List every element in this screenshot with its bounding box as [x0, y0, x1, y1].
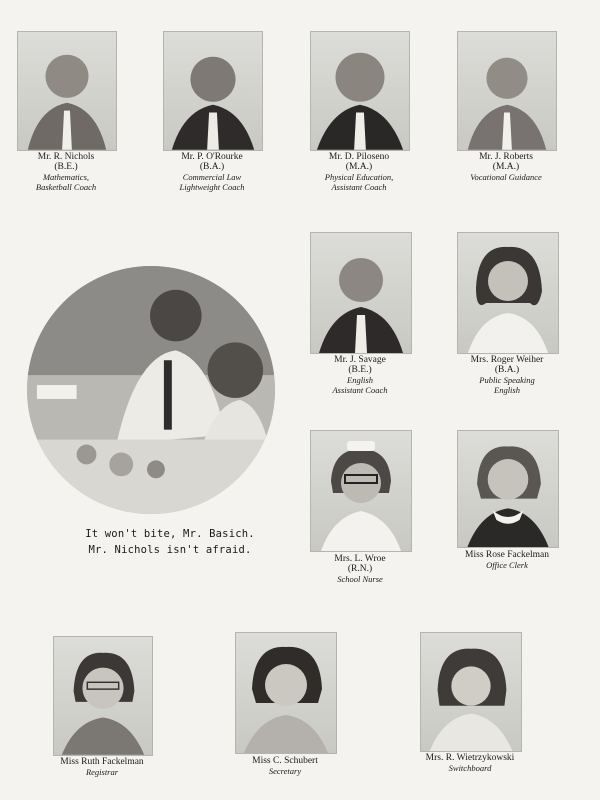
faculty-role: English	[494, 385, 520, 395]
portrait-wietrzykowski	[420, 632, 522, 752]
caption-weiher	[442, 355, 572, 395]
candid-caption-line: Mr. Nichols isn't afraid.	[88, 544, 252, 556]
faculty-role: English	[347, 375, 373, 385]
portrait-piloseno	[310, 31, 410, 151]
faculty-degree: (B.A.)	[199, 162, 225, 172]
candid-caption	[50, 526, 290, 558]
caption-nichols	[1, 152, 131, 192]
caption-ruth-fackelman	[37, 757, 167, 777]
faculty-role: Assistant Coach	[331, 182, 387, 192]
portrait-weiher	[457, 232, 559, 354]
faculty-role: Commercial Law	[182, 172, 242, 182]
faculty-role: School Nurse	[337, 574, 383, 584]
portrait-savage	[310, 232, 412, 354]
faculty-name: Mr. D. Piloseno	[328, 152, 390, 162]
caption-rose-fackelman	[442, 550, 572, 570]
faculty-name: Miss Ruth Fackelman	[60, 757, 144, 767]
candid-caption-line: It won't bite, Mr. Basich.	[85, 528, 255, 540]
portrait-roberts	[457, 31, 557, 151]
faculty-degree: (R.N.)	[347, 564, 373, 574]
faculty-role: Registrar	[85, 767, 119, 777]
portrait-nichols	[17, 31, 117, 151]
faculty-name: Miss C. Schubert	[252, 756, 318, 766]
faculty-role: Public Speaking	[479, 375, 535, 385]
faculty-degree: (M.A.)	[345, 162, 373, 172]
portrait-rose-fackelman	[457, 430, 559, 548]
caption-savage	[295, 355, 425, 395]
faculty-name: Mrs. L. Wroe	[334, 554, 386, 564]
faculty-name: Mrs. R. Wietrzykowski	[425, 753, 515, 763]
faculty-degree: (B.E.)	[54, 162, 78, 172]
faculty-role: Physical Education,	[324, 172, 394, 182]
caption-schubert	[220, 756, 350, 776]
caption-wietrzykowski	[405, 753, 535, 773]
faculty-degree: (M.A.)	[492, 162, 520, 172]
faculty-role: Assistant Coach	[332, 385, 388, 395]
faculty-name: Mr. J. Roberts	[479, 152, 533, 162]
faculty-role: Vocational Guidance	[470, 172, 542, 182]
faculty-name: Mr. P. O'Rourke	[181, 152, 243, 162]
faculty-degree: (B.E.)	[348, 365, 372, 375]
portrait-schubert	[235, 632, 337, 754]
faculty-role: Mathematics,	[42, 172, 90, 182]
faculty-role: Switchboard	[448, 763, 492, 773]
candid-photo	[27, 266, 275, 514]
caption-orourke	[147, 152, 277, 192]
faculty-role: Basketball Coach	[35, 182, 97, 192]
caption-roberts	[441, 152, 571, 182]
faculty-name: Mrs. Roger Weiher	[470, 355, 544, 365]
caption-wroe	[295, 554, 425, 584]
faculty-role: Lightweight Coach	[179, 182, 245, 192]
portrait-orourke	[163, 31, 263, 151]
faculty-degree: (B.A.)	[494, 365, 520, 375]
faculty-name: Mr. J. Savage	[334, 355, 386, 365]
portrait-wroe	[310, 430, 412, 552]
faculty-role: Secretary	[268, 766, 302, 776]
faculty-role: Office Clerk	[486, 560, 528, 570]
portrait-ruth-fackelman	[53, 636, 153, 756]
caption-piloseno	[294, 152, 424, 192]
faculty-name: Mr. R. Nichols	[37, 152, 95, 162]
faculty-name: Miss Rose Fackelman	[465, 550, 549, 560]
